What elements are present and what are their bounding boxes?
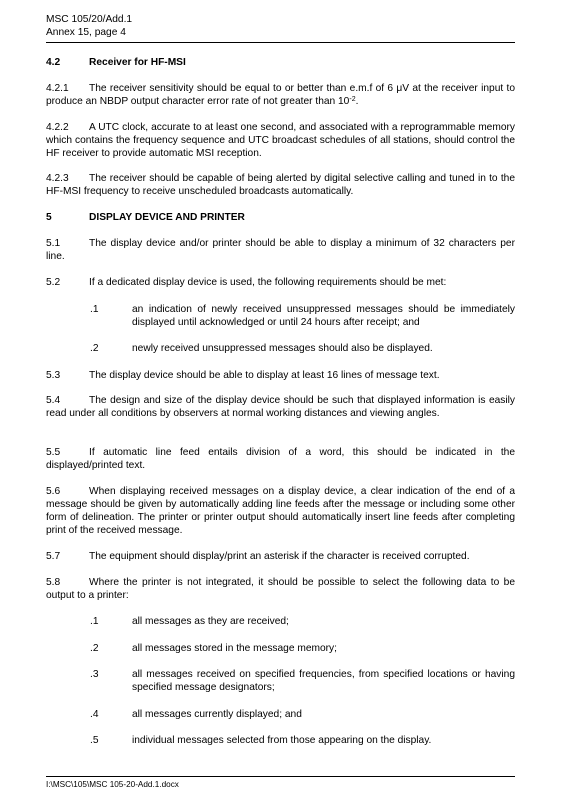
paragraph-number: 5.1 (46, 238, 61, 249)
paragraph-5-2 (46, 276, 515, 289)
page-header (46, 13, 132, 39)
list-item-label: .5 (90, 735, 99, 746)
paragraph-5-6 (46, 485, 515, 537)
paragraph-4-2-1 (46, 82, 515, 108)
list-item-label: .3 (90, 669, 99, 680)
paragraph-5-5 (46, 446, 515, 472)
paragraph-number: 5.8 (46, 577, 61, 588)
list-item-text: all messages received on specified frequencies, from specified locations or having specified message designators; (132, 669, 515, 693)
paragraph-5-8 (46, 576, 515, 602)
paragraph-number: 5.6 (46, 486, 61, 497)
paragraph-text: The design and size of the display device should be such that displayed information is easily read under all conditions by observers at normal working distances and viewing angles. (46, 395, 515, 419)
section-title: DISPLAY DEVICE AND PRINTER (89, 212, 245, 223)
footer-file-path: I:\MSC\105\MSC 105-20-Add.1.docx (46, 780, 179, 789)
paragraph-text: The receiver sensitivity should be equal to or better than e.m.f of 6 μV at the receiver input to produce an NBDP output character error rate of not greater than 10 (46, 83, 515, 107)
paragraph-end: . (355, 96, 359, 107)
paragraph-5-7 (46, 550, 515, 563)
paragraph-text: The equipment should display/print an asterisk if the character is received corrupted. (89, 551, 470, 562)
list-item-text: all messages as they are received; (132, 616, 289, 627)
paragraph-number: 5.7 (46, 551, 61, 562)
list-item-label: .2 (90, 643, 99, 654)
paragraph-5-1 (46, 237, 515, 263)
paragraph-text: A UTC clock, accurate to at least one second, and associated with a reprogrammable memory which contains the frequency sequence and UTC broadcast schedules of all stations, should control the HF receiver to provide automatic MSI reception. (46, 122, 515, 159)
paragraph-5-3 (46, 369, 515, 382)
list-item-label: .1 (90, 616, 99, 627)
paragraph-text: If a dedicated display device is used, the following requirements should be met: (89, 277, 447, 288)
section-number: 4.2 (46, 57, 61, 68)
paragraph-text: Where the printer is not integrated, it should be possible to select the following data to be output to a printer: (46, 577, 515, 601)
footer-rule (46, 776, 515, 777)
paragraph-text: If automatic line feed entails division of a word, this should be indicated in the displayed/printed text. (46, 447, 515, 471)
section-5-heading (46, 211, 515, 224)
document-symbol: MSC 105/20/Add.1 (46, 14, 133, 25)
paragraph-4-2-2 (46, 121, 515, 160)
list-item-label: .4 (90, 709, 99, 720)
paragraph-number: 4.2.2 (46, 122, 69, 133)
section-number: 5 (46, 212, 52, 223)
paragraph-number: 5.3 (46, 370, 61, 381)
annex-page-label: Annex 15, page 4 (46, 27, 126, 38)
list-item-label: .2 (90, 343, 99, 354)
list-item-text: all messages currently displayed; and (132, 709, 302, 720)
paragraph-text: The receiver should be capable of being alerted by digital selective calling and tuned in to the HF-MSI frequency to receive unscheduled broadcasts automatically. (46, 173, 515, 197)
paragraph-number: 5.5 (46, 447, 61, 458)
paragraph-text: The display device and/or printer should be able to display a minimum of 32 characters per line. (46, 238, 515, 262)
paragraph-number: 4.2.3 (46, 173, 69, 184)
paragraph-text: The display device should be able to display at least 16 lines of message text. (89, 370, 440, 381)
list-item-text: newly received unsuppressed messages should also be displayed. (132, 343, 433, 354)
paragraph-text: When displaying received messages on a display device, a clear indication of the end of a message should be given by automatically adding line feeds after the message or including some other form of delineation. The printer or printer output should automatically insert line feeds after completing print of the received message. (46, 486, 515, 536)
paragraph-number: 4.2.1 (46, 83, 69, 94)
section-4-2-heading (46, 56, 515, 69)
list-item-label: .1 (90, 304, 99, 315)
superscript-exponent: -2 (349, 96, 356, 103)
paragraph-number: 5.2 (46, 277, 61, 288)
list-item-text: all messages stored in the message memory; (132, 643, 337, 654)
list-item-text: individual messages selected from those appearing on the display. (132, 735, 432, 746)
paragraph-number: 5.4 (46, 395, 61, 406)
list-item-text: an indication of newly received unsuppressed messages should be immediately displayed until acknowledged or until 24 hours after receipt; and (132, 304, 515, 328)
paragraph-5-4 (46, 394, 515, 420)
section-title: Receiver for HF-MSI (89, 57, 186, 68)
header-rule (46, 42, 515, 43)
paragraph-4-2-3 (46, 172, 515, 198)
